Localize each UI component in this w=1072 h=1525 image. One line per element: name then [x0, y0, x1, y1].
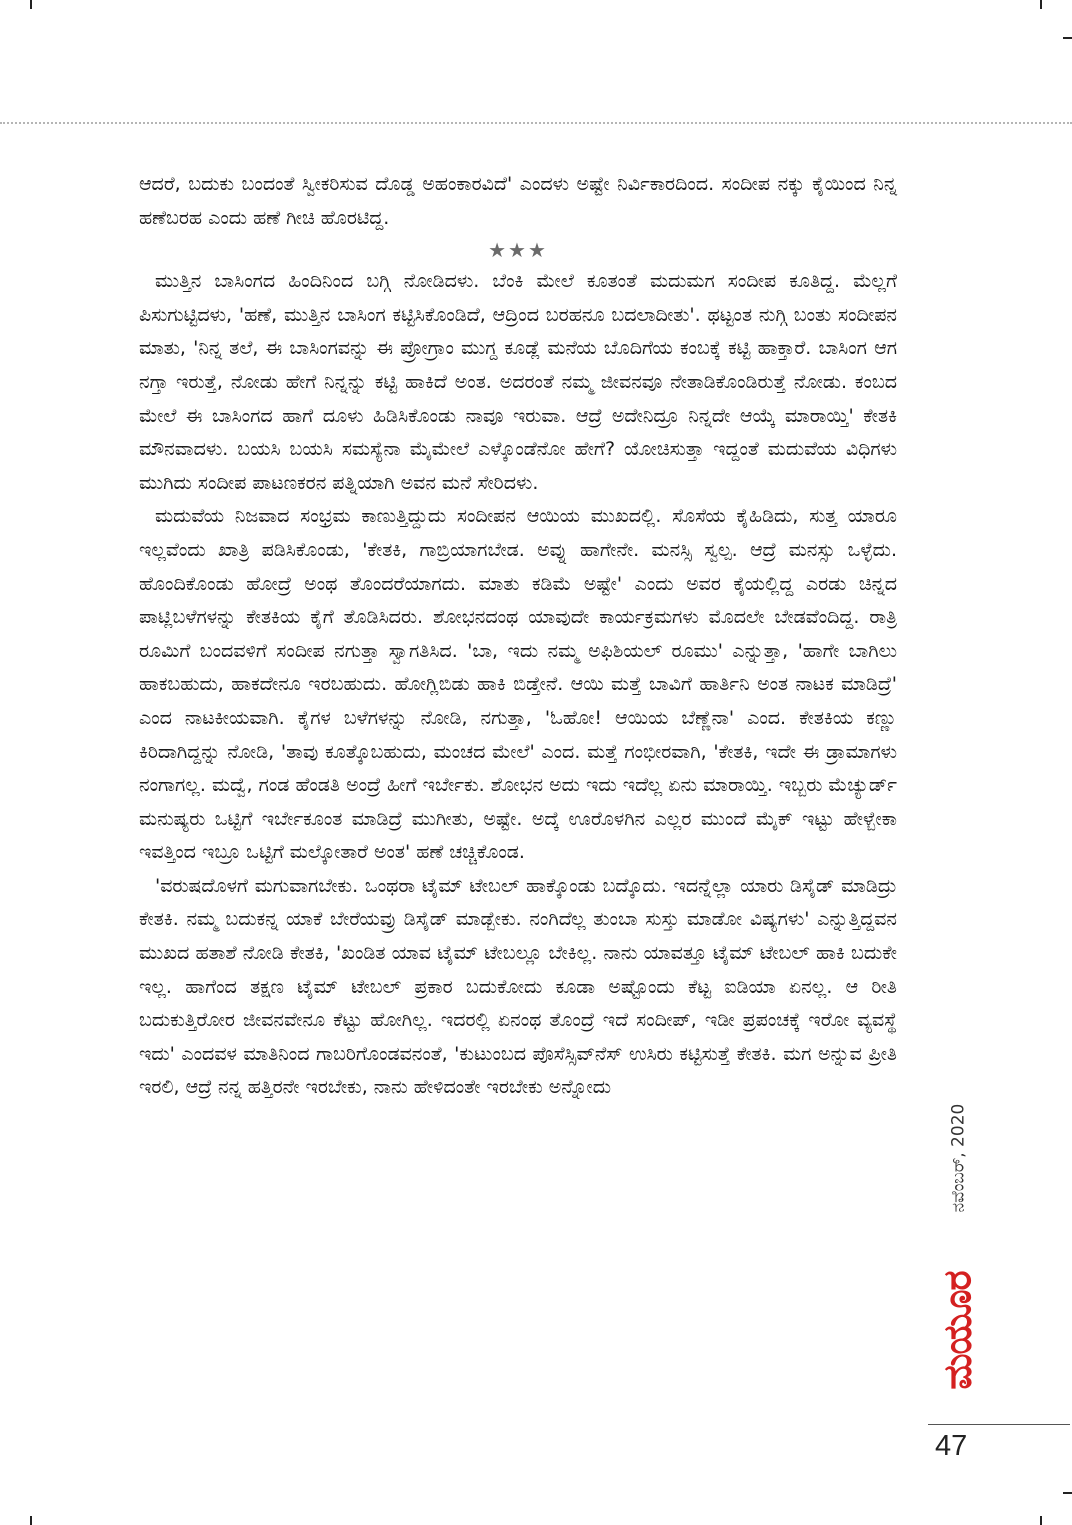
issue-date	[943, 1088, 973, 1228]
paragraph-4: 'ವರುಷದೊಳಗೆ ಮಗುವಾಗಬೇಕು. ಒಂಥರಾ ಟೈಮ್ ಟೇಬಲ್ ಹಾಕ್ಕೊಂಡು ಬದ್ಕೊದು. ಇದನ್ನೆಲ್ಲಾ ಯಾರು ಡಿಸೈಡ್ ಮಾಡಿದ್ರು ಕೇತಕಿ. ನಮ್ಮ ಬದುಕನ್ನ ಯಾಕೆ ಬೇರೆಯವ್ರು ಡಿಸೈಡ್ ಮಾಡ್ಬೇಕು. ನಂಗಿದೆಲ್ಲ ತುಂಬಾ ಸುಸ್ತು ಮಾಡೋ ವಿಷ್ಯಗಳು' ಎನ್ನುತ್ತಿದ್ದವನ ಮುಖದ ಹತಾಶೆ ನೋಡಿ ಕೇತಕಿ, 'ಖಂಡಿತ ಯಾವ ಟೈಮ್ ಟೇಬಲ್ಲೂ ಬೇಕಿಲ್ಲ. ನಾನು ಯಾವತ್ತೂ ಟೈಮ್ ಟೇಬಲ್ ಹಾಕಿ ಬದುಕೇ ಇಲ್ಲ. ಹಾಗೆಂದ ತಕ್ಷಣ ಟೈಮ್ ಟೇಬಲ್ ಪ್ರಕಾರ ಬದುಕೋದು ಕೂಡಾ ಅಷ್ಟೊಂದು ಕೆಟ್ಟ ಐಡಿಯಾ ಏನಲ್ಲ. ಆ ರೀತಿ ಬದುಕುತ್ತಿರೋರ ಜೀವನವೇನೂ ಕೆಟ್ಟು ಹೋಗಿಲ್ಲ. ಇದರಲ್ಲಿ ಏನಂಥ ತೊಂದ್ರೆ ಇದೆ ಸಂದೀಪ್, ಇಡೀ ಪ್ರಪಂಚಕ್ಕೆ ಇರೋ ವ್ಯವಸ್ಥೆ ಇದು' ಎಂದವಳ ಮಾತಿನಿಂದ ಗಾಬರಿಗೊಂಡವನಂತೆ, 'ಕುಟುಂಬದ ಪೊಸೆಸ್ಸಿವ್‌ನೆಸ್ ಉಸಿರು ಕಟ್ಟಿಸುತ್ತೆ ಕೇತಕಿ. ಮಗ ಅನ್ನುವ ಪ್ರೀತಿ ಇರಲಿ, ಆದ್ರೆ ನನ್ನ ಹತ್ತಿರನೇ ಇರಬೇಕು, ನಾನು ಹೇಳಿದಂತೇ ಇರಬೇಕು ಅನ್ನೋದು	[139, 874, 897, 1099]
magazine-logo-text: ಮಯೂರ	[935, 1270, 980, 1390]
footer-rule	[928, 1424, 1070, 1425]
paragraph-2: ಮುತ್ತಿನ ಬಾಸಿಂಗದ ಹಿಂದಿನಿಂದ ಬಗ್ಗಿ ನೋಡಿದಳು. ಬೆಂಕಿ ಮೇಲೆ ಕೂತಂತೆ ಮದುಮಗ ಸಂದೀಪ ಕೂತಿದ್ದ. ಮೆಲ್ಲಗೆ ಪಿಸುಗುಟ್ಟಿದಳು, 'ಹಣೆ, ಮುತ್ತಿನ ಬಾಸಿಂಗ ಕಟ್ಟಿಸಿಕೊಂಡಿದೆ, ಆದ್ರಿಂದ ಬರಹನೂ ಬದಲಾದೀತು'. ಥಟ್ಟಂತ ನುಗ್ಗಿ ಬಂತು ಸಂದೀಪನ ಮಾತು, 'ನಿನ್ನ ತಲೆ, ಈ ಬಾಸಿಂಗವನ್ನು ಈ ಪ್ರೋಗ್ರಾಂ ಮುಗ್ದ ಕೂಡ್ಲೆ ಮನೆಯ ಬೊದಿಗೆಯ ಕಂಬಕ್ಕೆ ಕಟ್ಟಿ ಹಾಕ್ತಾರೆ. ಬಾಸಿಂಗ ಆಗ ನಗ್ತಾ ಇರುತ್ತೆ, ನೋಡು ಹೇಗೆ ನಿನ್ನನ್ನು ಕಟ್ಟಿ ಹಾಕಿದೆ ಅಂತ. ಅದರಂತೆ ನಮ್ಮ ಜೀವನವೂ ನೇತಾಡಿಕೊಂಡಿರುತ್ತೆ ನೋಡು. ಕಂಬದ ಮೇಲೆ ಈ ಬಾಸಿಂಗದ ಹಾಗೆ ದೂಳು ಹಿಡಿಸಿಕೊಂಡು ನಾವೂ ಇರುವಾ. ಆದ್ರೆ ಅದೇನಿದ್ರೂ ನಿನ್ನದೇ ಆಯ್ಕೆ ಮಾರಾಯ್ತಿ' ಕೇತಕಿ ಮೌನವಾದಳು. ಬಯಸಿ ಬಯಸಿ ಸಮಸ್ಯೆನಾ ಮೈಮೇಲೆ ಎಳ್ಕೊಂಡೆನೋ ಹೇಗೆ? ಯೋಚಿಸುತ್ತಾ ಇದ್ದಂತೆ ಮದುವೆಯ ವಿಧಿಗಳು ಮುಗಿದು ಸಂದೀಪ ಪಾಟಣಕರನ ಪತ್ನಿಯಾಗಿ ಅವನ ಮನೆ ಸೇರಿದಳು.	[139, 270, 897, 494]
crop-mark-right-lower	[1063, 1492, 1072, 1494]
crop-mark-top-right	[1040, 0, 1042, 9]
magazine-logo	[933, 1250, 983, 1410]
crop-mark-bottom-right	[1040, 1516, 1042, 1525]
crop-mark-bottom-left	[30, 1516, 32, 1525]
header-dotted-rule	[0, 122, 1072, 124]
article-body	[139, 168, 897, 1105]
paragraph-3: ಮದುವೆಯ ನಿಜವಾದ ಸಂಭ್ರಮ ಕಾಣುತ್ತಿದ್ದುದು ಸಂದೀಪನ ಆಯಿಯ ಮುಖದಲ್ಲಿ. ಸೊಸೆಯ ಕೈಹಿಡಿದು, ಸುತ್ತ ಯಾರೂ ಇಲ್ಲವೆಂದು ಖಾತ್ರಿ ಪಡಿಸಿಕೊಂಡು, 'ಕೇತಕಿ, ಗಾಬ್ರಿಯಾಗಬೇಡ. ಅವ್ನು ಹಾಗೇನೇ. ಮನಸ್ಸಿ ಸ್ವಲ್ಪ. ಆದ್ರೆ ಮನಸ್ಸು ಒಳ್ಳೆದು. ಹೊಂದಿಕೊಂಡು ಹೋದ್ರೆ ಅಂಥ ತೊಂದರೆಯಾಗದು. ಮಾತು ಕಡಿಮೆ ಅಷ್ಟೇ' ಎಂದು ಅವರ ಕೈಯಲ್ಲಿದ್ದ ಎರಡು ಚಿನ್ನದ ಪಾಟ್ಲಿಬಳೆಗಳನ್ನು ಕೇತಕಿಯ ಕೈಗೆ ತೊಡಿಸಿದರು. ಶೋಭನದಂಥ ಯಾವುದೇ ಕಾರ್ಯಕ್ರಮಗಳು ಮೊದಲೇ ಬೇಡವೆಂದಿದ್ದ. ರಾತ್ರಿ ರೂಮಿಗೆ ಬಂದವಳಿಗೆ ಸಂದೀಪ ನಗುತ್ತಾ ಸ್ವಾಗತಿಸಿದ. 'ಬಾ, ಇದು ನಮ್ಮ ಅಫಿಶಿಯಲ್ ರೂಮು' ಎನ್ನುತ್ತಾ, 'ಹಾಗೇ ಬಾಗಿಲು ಹಾಕಬಹುದು, ಹಾಕದೇನೂ ಇರಬಹುದು. ಹೋಗ್ಲಿಬಿಡು ಹಾಕಿ ಬಿಡ್ತೇನೆ. ಆಯಿ ಮತ್ತೆ ಬಾವಿಗೆ ಹಾರ್ತಿನಿ ಅಂತ ನಾಟಕ ಮಾಡಿದ್ರೆ' ಎಂದ ನಾಟಕೀಯವಾಗಿ. ಕೈಗಳ ಬಳೆಗಳನ್ನು ನೋಡಿ, ನಗುತ್ತಾ, 'ಓಹೋ! ಆಯಿಯ ಬೆಣ್ಣೆನಾ' ಎಂದ. ಕೇತಕಿಯ ಕಣ್ಣು ಕಿರಿದಾಗಿದ್ದನ್ನು ನೋಡಿ, 'ತಾವು ಕೂತ್ಕೊಬಹುದು, ಮಂಚದ ಮೇಲೆ' ಎಂದ. ಮತ್ತೆ ಗಂಭೀರವಾಗಿ, 'ಕೇತಕಿ, ಇದೇ ಈ ಡ್ರಾಮಾಗಳು ನಂಗಾಗಲ್ಲ. ಮದ್ವೆ, ಗಂಡ ಹೆಂಡತಿ ಅಂದ್ರೆ ಹೀಗೆ ಇರ್ಬೇಕು. ಶೋಭನ ಅದು ಇದು ಇದೆಲ್ಲ ಏನು ಮಾರಾಯ್ತಿ. ಇಬ್ಬರು ಮೆಚ್ಯುರ್ಡ್ ಮನುಷ್ಯರು ಒಟ್ಟಿಗೆ ಇರ್ಬೇಕೂಂತ ಮಾಡಿದ್ರೆ ಮುಗೀತು, ಅಷ್ಟೇ. ಅದ್ಕೆ ಊರೊಳಗಿನ ಎಲ್ಲರ ಮುಂದೆ ಮೈಕ್ ಇಟ್ಟು ಹೇಳ್ಬೇಕಾ ಇವತ್ತಿಂದ ಇಬ್ರೂ ಒಟ್ಟಿಗೆ ಮಲ್ಕೋತಾರೆ ಅಂತ' ಹಣೆ ಚಚ್ಚಿಕೊಂಡ.	[139, 505, 897, 864]
crop-mark-top-left	[30, 0, 32, 9]
page-number: 47	[935, 1430, 968, 1462]
section-separator-stars: ★★★	[488, 238, 548, 263]
issue-date-text: ನವೆಂಬರ್, 2020	[948, 1103, 969, 1213]
paragraph-1: ಆದರೆ, ಬದುಕು ಬಂದಂತೆ ಸ್ವೀಕರಿಸುವ ದೊಡ್ಡ ಅಹಂಕಾರವಿದೆ' ಎಂದಳು ಅಷ್ಟೇ ನಿರ್ವಿಕಾರದಿಂದ. ಸಂದೀಪ ನಕ್ಕು ಕೈಯಿಂದ ನಿನ್ನ ಹಣೆಬರಹ ಎಂದು ಹಣೆ ಗೀಚಿ ಹೊರಟಿದ್ದ.	[139, 173, 897, 229]
crop-mark-right-upper	[1063, 37, 1072, 39]
